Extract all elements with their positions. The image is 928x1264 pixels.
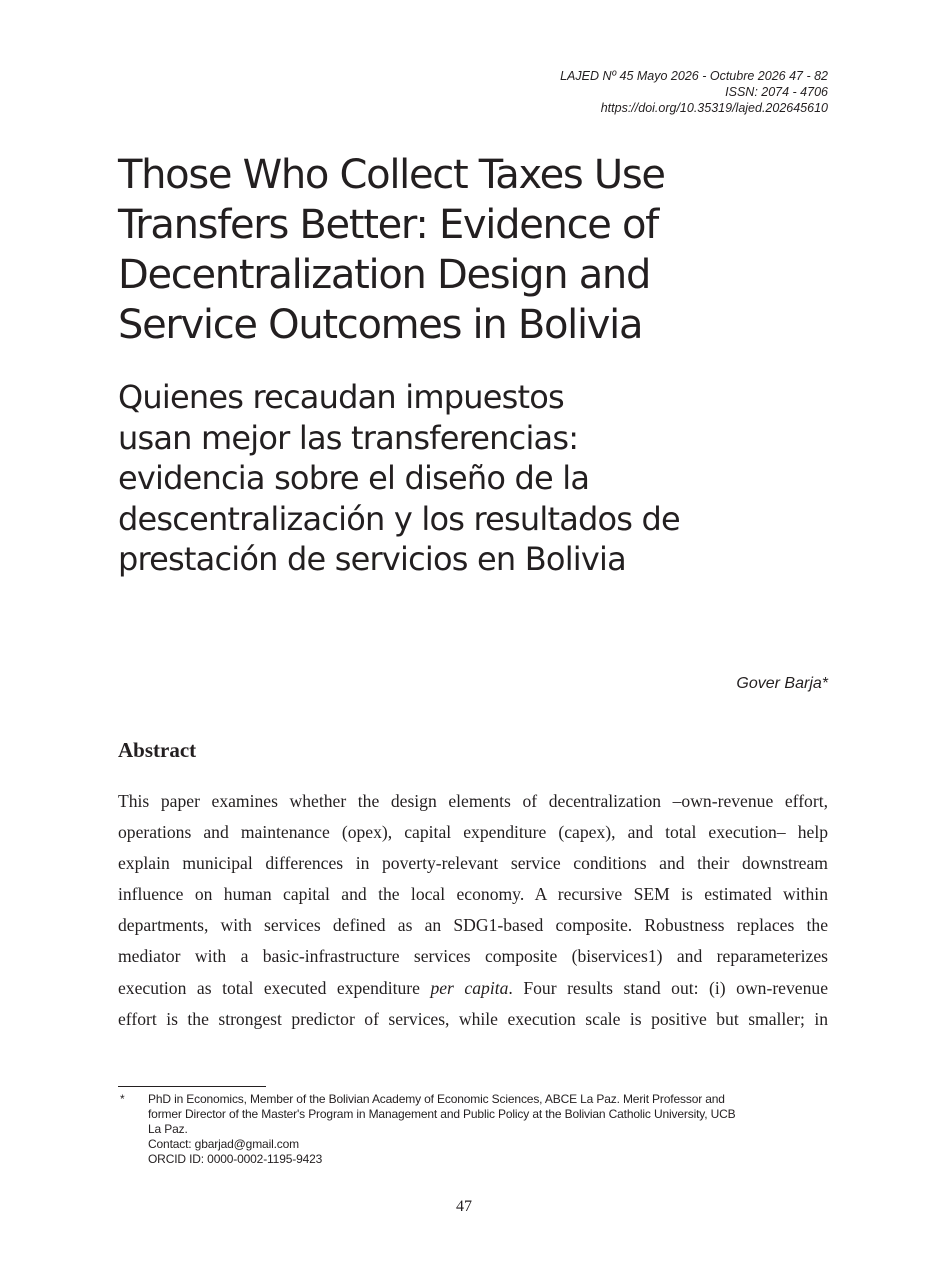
abstract-italic-term: per capita bbox=[430, 977, 509, 998]
abstract-line: explain municipal differences in poverty-relevant service conditions and their downstream bbox=[118, 853, 828, 874]
footnote-divider bbox=[118, 1086, 266, 1087]
doi-link[interactable]: https://doi.org/10.35319/lajed.202645610 bbox=[600, 101, 828, 115]
footnote-line: La Paz. bbox=[148, 1122, 188, 1136]
abstract-body bbox=[118, 786, 828, 1035]
footnote-mark: * bbox=[120, 1092, 125, 1106]
footnote-line: former Director of the Master's Program in Management and Public Policy at the Bolivian Catholic University, UCB bbox=[148, 1107, 736, 1121]
title-english bbox=[118, 150, 758, 350]
title-spanish-line: evidencia sobre el diseño de la bbox=[118, 459, 590, 497]
abstract-line: effort is the strongest predictor of services, while execution scale is positive but smaller; in bbox=[118, 1008, 828, 1029]
title-spanish-line: Quienes recaudan impuestos bbox=[118, 378, 564, 416]
title-spanish-line: descentralización y los resultados de bbox=[118, 499, 680, 538]
title-spanish-line: prestación de servicios en Bolivia bbox=[118, 540, 626, 578]
footnote-line: PhD in Economics, Member of the Bolivian Academy of Economic Sciences, ABCE La Paz. Merit Professor and bbox=[148, 1092, 725, 1106]
abstract-line: This paper examines whether the design elements of decentralization –own-revenue effort, bbox=[118, 791, 828, 811]
abstract-text-segment: execution as total executed expenditure bbox=[118, 977, 431, 998]
author-name: Gover Barja* bbox=[736, 675, 828, 692]
title-english-line: Service Outcomes in Bolivia bbox=[118, 302, 643, 348]
title-spanish-line: usan mejor las transferencias: bbox=[118, 418, 579, 457]
abstract-line: influence on human capital and the local economy. A recursive SEM is estimated within bbox=[118, 884, 828, 905]
footnote bbox=[118, 1092, 830, 1167]
journal-issue-line: LAJED Nº 45 Mayo 2026 - Octubre 2026 47 - 82 bbox=[560, 69, 828, 83]
abstract-text-segment: . Four results stand out: (i) own-revenue bbox=[508, 977, 829, 998]
title-english-line: Transfers Better: Evidence of bbox=[118, 202, 658, 248]
page-number: 47 bbox=[456, 1198, 472, 1215]
title-english-line: Decentralization Design and bbox=[118, 252, 651, 298]
abstract-line: departments, with services defined as an SDG1-based composite. Robustness replaces the bbox=[118, 915, 828, 936]
abstract-line bbox=[118, 973, 828, 1004]
issn-line: ISSN: 2074 - 4706 bbox=[725, 85, 828, 99]
abstract-line: operations and maintenance (opex), capital expenditure (capex), and total execution– help bbox=[118, 822, 828, 843]
journal-header bbox=[560, 68, 828, 116]
title-spanish bbox=[118, 377, 758, 580]
abstract-heading: Abstract bbox=[118, 738, 197, 762]
footnote-body bbox=[148, 1092, 830, 1167]
footnote-orcid: ORCID ID: 0000-0002-1195-9423 bbox=[148, 1152, 323, 1166]
title-english-line: Those Who Collect Taxes Use bbox=[118, 152, 665, 198]
footnote-contact[interactable]: Contact: gbarjad@gmail.com bbox=[148, 1137, 300, 1151]
abstract-line: mediator with a basic-infrastructure services composite (biservices1) and reparameterizes bbox=[118, 946, 828, 967]
